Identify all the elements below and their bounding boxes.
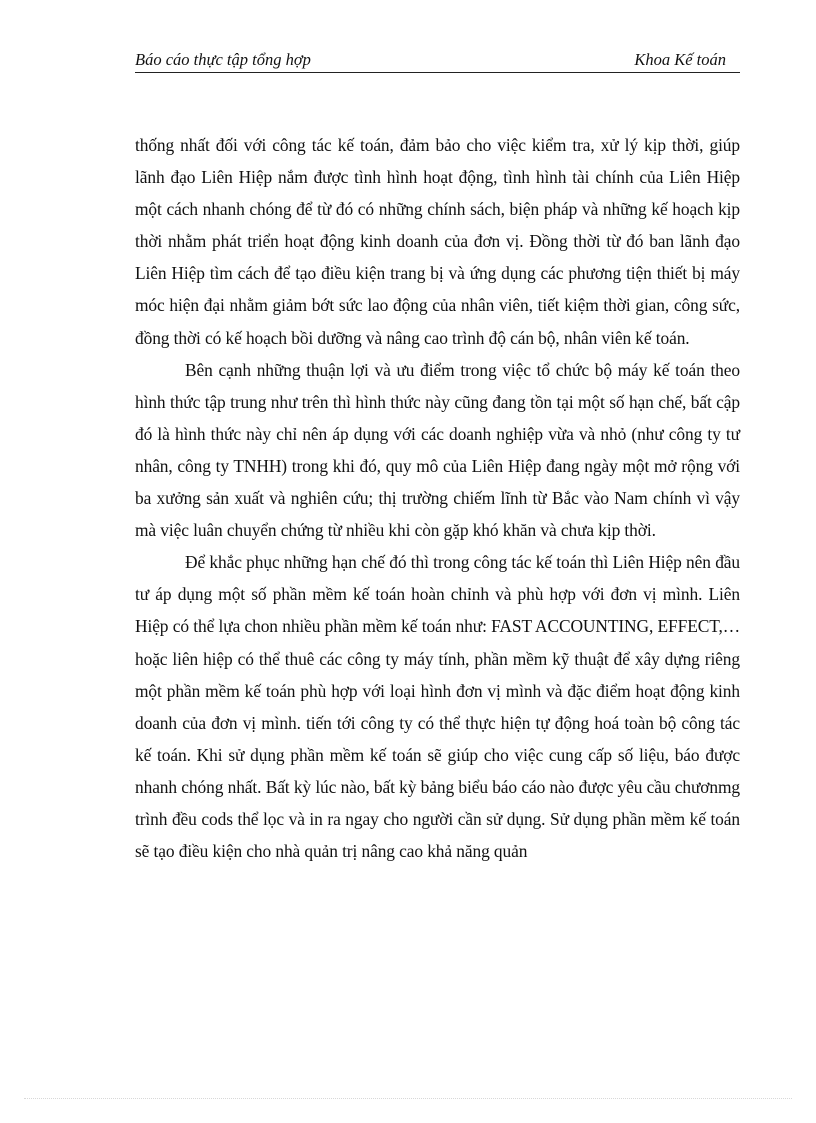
paragraph-limitations: Bên cạnh những thuận lợi và ưu điểm trong việc tổ chức bộ máy kế toán theo hình thức tập trung như trên thì hình thức này cũng đang tồn tại một số hạn chế, bất cập đó là hình thức này chỉ nên áp dụng với các doanh nghiệp vừa và nhỏ (như công ty tư nhân, công ty TNHH) trong khi đó, quy mô của Liên Hiệp đang ngày một mở rộng với ba xưởng sản xuất và nghiên cứu; thị trường chiếm lĩnh từ Bắc vào Nam chính vì vậy mà việc luân chuyển chứng từ nhiều khi còn gặp khó khăn và chưa kịp thời. [135,359,740,541]
page-bottom-divider [24,1098,792,1099]
header-report-title: Báo cáo thực tập tổng hợp [135,50,311,69]
header-department: Khoa Kế toán [634,50,726,69]
paragraph-software-recommendation: Để khắc phục những hạn chế đó thì trong công tác kế toán thì Liên Hiệp nên đầu tư áp dụng một số phần mềm kế toán hoàn chỉnh và phù hợp với đơn vị mình. Liên Hiệp có thể lựa chon nhiều phần mềm kế toán như: FAST ACCOUNTING, EFFECT,… hoặc liên hiệp có thể thuê các công ty máy tính, phần mềm kỹ thuật để xây dựng riêng một phần mềm kế toán phù hợp với loại hình đơn vị mình và đặc điểm hoạt động kinh doanh của đơn vị mình. tiến tới công ty có thể thực hiện tự động hoá toàn bộ công tác kế toán. Khi sử dụng phần mềm kế toán sẽ giúp cho việc cung cấp số liệu, báo được nhanh chóng nhất. Bất kỳ lúc nào, bất kỳ bảng biểu báo cáo nào được yêu cầu chươnmg trình đều cods thể lọc và in ra ngay cho người cần sử dụng. Sử dụng phần mềm kế toán sẽ tạo điều kiện cho nhà quản trị nâng cao khả năng quản [135,552,740,862]
body-text [135,129,740,867]
page-header [135,48,740,73]
paragraph-continuation: thống nhất đối với công tác kế toán, đảm bảo cho việc kiểm tra, xử lý kịp thời, giúp lãnh đạo Liên Hiệp nắm được tình hình hoạt động, tình hình tài chính của Liên Hiệp một cách nhanh chóng để từ đó có những chính sách, biện pháp và những kế hoạch kịp thời nhằm phát triển hoạt động kinh doanh của đơn vị. Đồng thời từ đó ban lãnh đạo Liên Hiệp tìm cách để tạo điều kiện trang bị và ứng dụng các phương tiện thiết bị máy móc hiện đại nhằm giảm bớt sức lao động của nhân viên, tiết kiệm thời gian, công sức, đồng thời có kế hoạch bồi dưỡng và nâng cao trình độ cán bộ, nhân viên kế toán. [135,135,740,348]
